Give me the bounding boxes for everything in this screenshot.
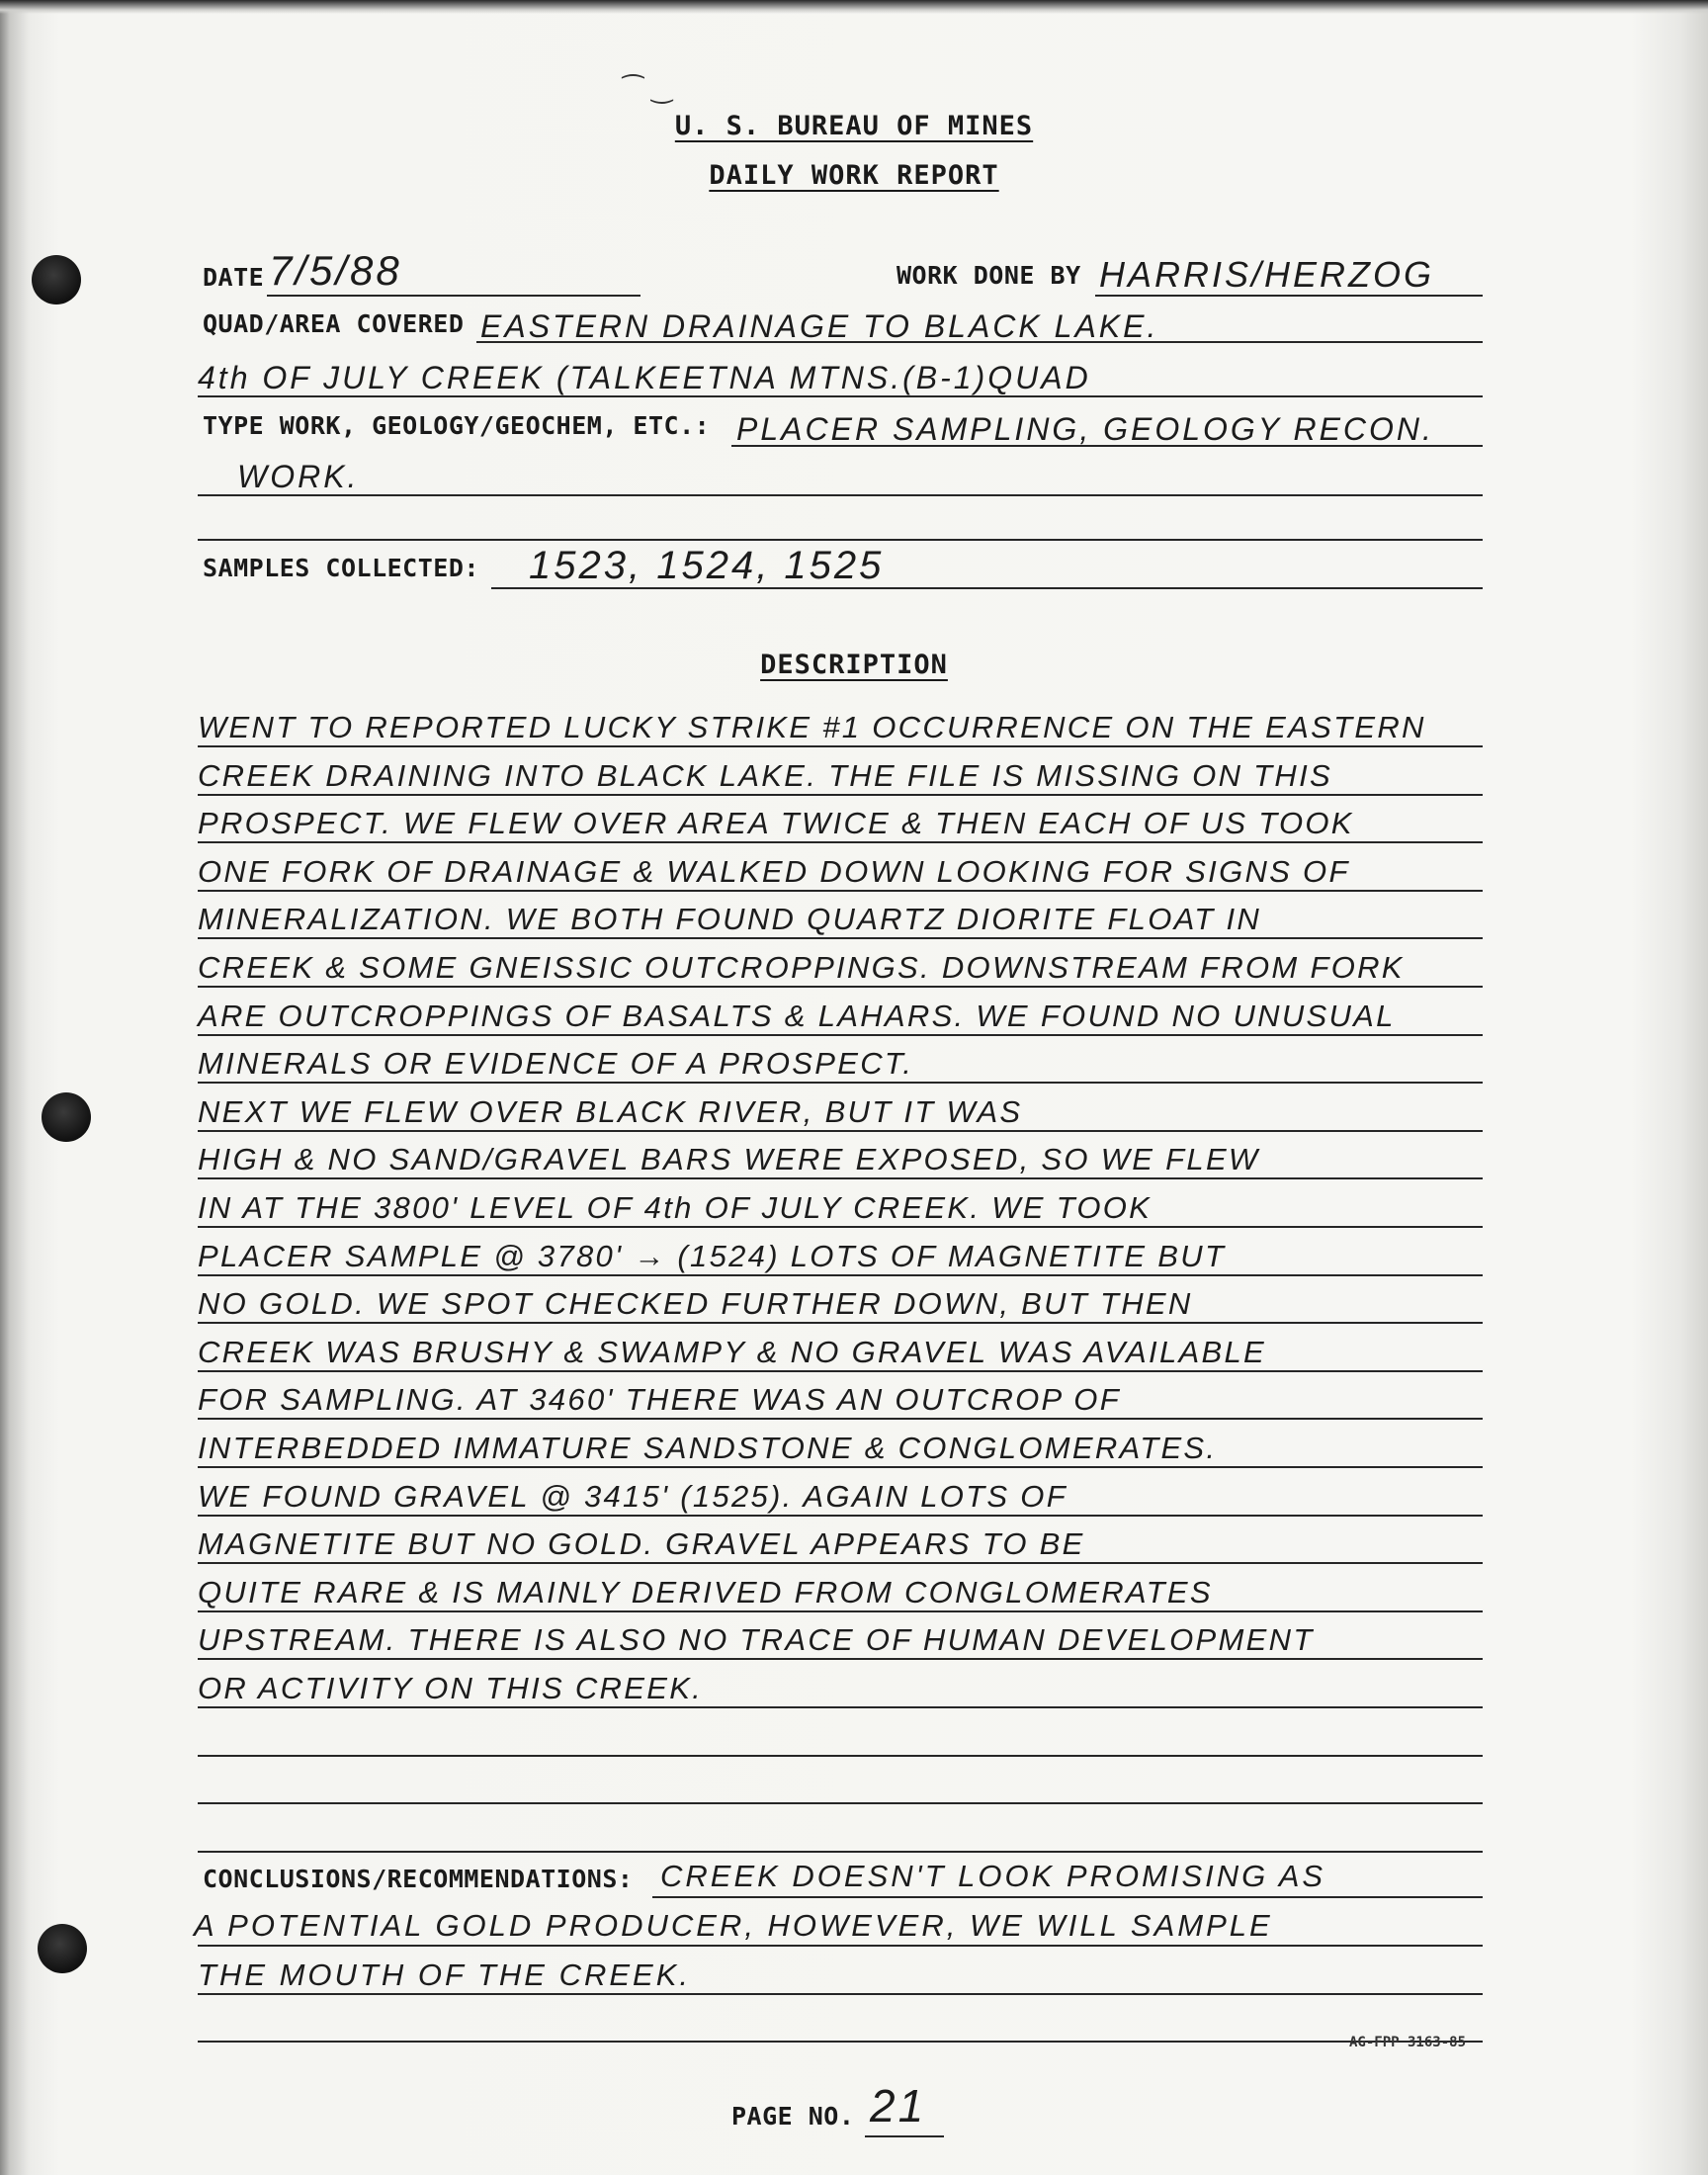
type-work-label: TYPE WORK, GEOLOGY/GEOCHEM, ETC.:	[203, 411, 711, 440]
quad-value-1: EASTERN DRAINAGE TO BLACK LAKE.	[480, 308, 1159, 344]
date-value: 7/5/88	[269, 247, 402, 294]
conclusions-line-3: THE MOUTH OF THE CREEK.	[198, 1958, 692, 1992]
type-work-rule-2	[198, 494, 1483, 496]
conclusions-label: CONCLUSIONS/RECOMMENDATIONS:	[203, 1865, 634, 1893]
scan-mark: ⁀ ‿	[623, 75, 673, 105]
conclusions-rule-1	[652, 1896, 1483, 1898]
description-line: OR ACTIVITY ON THIS CREEK.	[198, 1671, 704, 1705]
page-number-label: PAGE NO.	[731, 2102, 855, 2131]
type-work-value-2: WORK.	[237, 459, 360, 494]
description-line: HIGH & NO SAND/GRAVEL BARS WERE EXPOSED, SO WE FLEW	[198, 1142, 1260, 1177]
description-line: PLACER SAMPLE @ 3780' → (1524) LOTS OF MAGNETITE BUT	[198, 1238, 1227, 1273]
report-title: DAILY WORK REPORT	[709, 160, 999, 191]
description-line: IN AT THE 3800' LEVEL OF 4th OF JULY CREEK. WE TOOK	[198, 1190, 1153, 1225]
quad-value-2: 4th OF JULY CREEK (TALKEETNA MTNS.(B-1)QUAD	[198, 360, 1091, 395]
description-line: FOR SAMPLING. AT 3460' THERE WAS AN OUTCROP OF	[198, 1382, 1121, 1418]
description-heading: DESCRIPTION	[760, 650, 948, 680]
description-line: UPSTREAM. THERE IS ALSO NO TRACE OF HUMAN DEVELOPMENT	[198, 1622, 1315, 1658]
description-rule	[198, 1755, 1483, 1757]
description-line: NO GOLD. WE SPOT CHECKED FURTHER DOWN, BUT THEN	[198, 1286, 1193, 1322]
description-line: WE FOUND GRAVEL @ 3415' (1525). AGAIN LOTS OF	[198, 1478, 1068, 1514]
conclusions-line-1: CREEK DOESN'T LOOK PROMISING AS	[660, 1859, 1326, 1893]
description-line: PROSPECT. WE FLEW OVER AREA TWICE & THEN EACH OF US TOOK	[198, 806, 1354, 841]
description-line: NEXT WE FLEW OVER BLACK RIVER, BUT IT WAS	[198, 1093, 1023, 1129]
work-done-by-rule	[1095, 295, 1483, 297]
agency-title: U. S. BUREAU OF MINES	[674, 111, 1034, 141]
samples-value: 1523, 1524, 1525	[529, 544, 885, 587]
punch-hole-middle	[42, 1092, 91, 1142]
description-line: CREEK & SOME GNEISSIC OUTCROPPINGS. DOWNSTREAM FROM FORK	[198, 950, 1405, 985]
description-line: QUITE RARE & IS MAINLY DERIVED FROM CONGLOMERATES	[198, 1574, 1213, 1610]
quad-label: QUAD/AREA COVERED	[203, 309, 465, 338]
description-line: ARE OUTCROPPINGS OF BASALTS & LAHARS. WE FOUND NO UNUSUAL	[198, 998, 1396, 1033]
samples-label: SAMPLES COLLECTED:	[203, 554, 479, 582]
date-label: DATE	[203, 263, 265, 292]
conclusions-line-2: A POTENTIAL GOLD PRODUCER, HOWEVER, WE WILL SAMPLE	[194, 1908, 1273, 1943]
page-number-rule	[865, 2135, 944, 2137]
date-rule	[267, 295, 640, 297]
type-work-rule-3	[198, 539, 1483, 541]
description-line: WENT TO REPORTED LUCKY STRIKE #1 OCCURRENCE ON THE EASTERN	[198, 710, 1426, 744]
work-done-by-label: WORK DONE BY	[897, 261, 1081, 290]
punch-hole-bottom	[38, 1924, 87, 1973]
type-work-value-1: PLACER SAMPLING, GEOLOGY RECON.	[736, 411, 1434, 447]
description-line: CREEK DRAINING INTO BLACK LAKE. THE FILE IS MISSING ON THIS	[198, 757, 1332, 793]
samples-rule	[491, 587, 1483, 589]
description-rule	[198, 1851, 1483, 1853]
description-line: MAGNETITE BUT NO GOLD. GRAVEL APPEARS TO BE	[198, 1526, 1085, 1562]
description-rule	[198, 1802, 1483, 1804]
form-code: AG-FPP 3163-85	[1349, 2035, 1467, 2050]
description-line: ONE FORK OF DRAINAGE & WALKED DOWN LOOKING FOR SIGNS OF	[198, 853, 1350, 889]
work-done-by-value: HARRIS/HERZOG	[1099, 254, 1435, 295]
description-line: MINERALIZATION. WE BOTH FOUND QUARTZ DIORITE FLOAT IN	[198, 902, 1262, 937]
description-line: MINERALS OR EVIDENCE OF A PROSPECT.	[198, 1046, 914, 1082]
scan-top-edge	[0, 0, 1708, 14]
punch-hole-top	[32, 255, 81, 304]
page-number-value: 21	[870, 2080, 927, 2132]
description-line: INTERBEDDED IMMATURE SANDSTONE & CONGLOMERATES.	[198, 1431, 1218, 1465]
description-line: CREEK WAS BRUSHY & SWAMPY & NO GRAVEL WAS AVAILABLE	[198, 1334, 1266, 1369]
conclusions-rule-4	[198, 2041, 1483, 2043]
